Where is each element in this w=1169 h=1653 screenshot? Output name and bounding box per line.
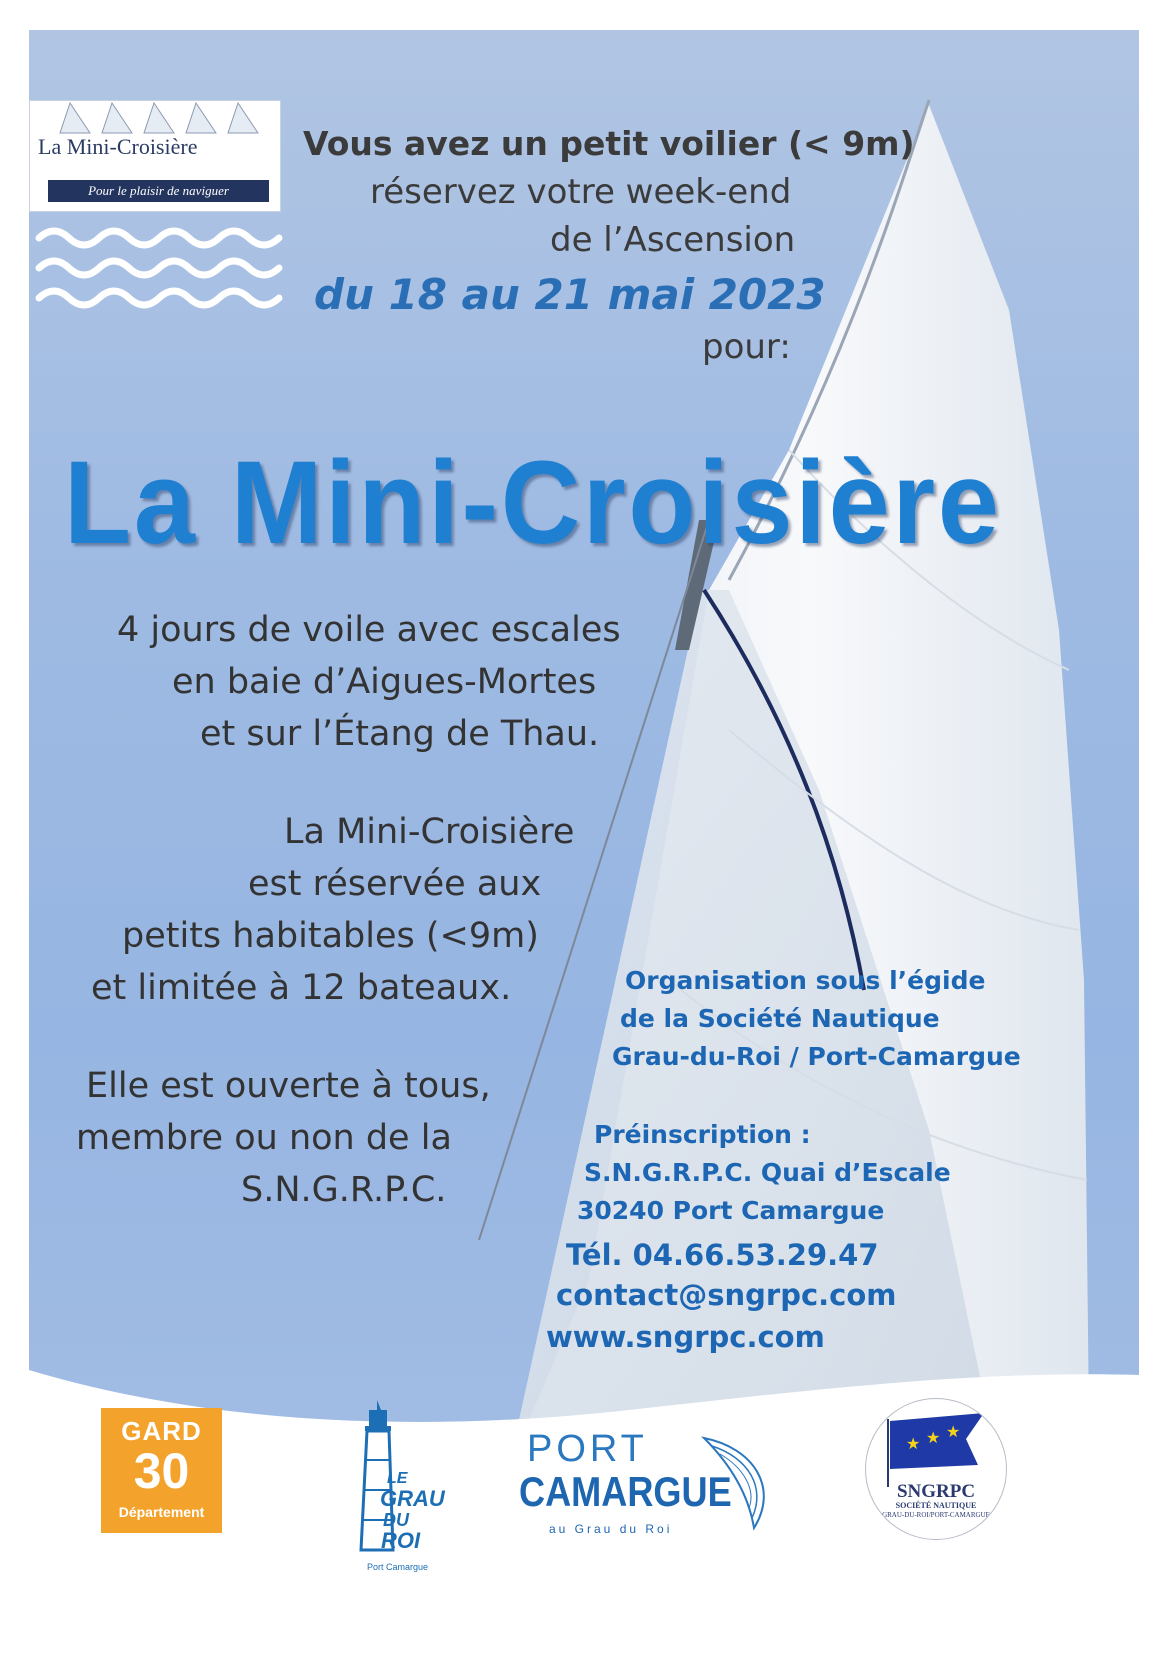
sngrpc-subtitle-2: GRAU-DU-ROI/PORT-CAMARGUE: [882, 1511, 990, 1519]
mini-croisiere-logo: [29, 100, 281, 212]
grau-line-3: DU: [383, 1510, 409, 1530]
body-line: La Mini-Croisière: [284, 812, 575, 852]
poster: [29, 30, 1139, 1630]
body-line: et limitée à 12 bateaux.: [91, 968, 512, 1008]
grau-du-roi-logo: [347, 1400, 445, 1580]
grau-line-4: ROI: [381, 1528, 421, 1553]
sngrpc-logo: [865, 1398, 1007, 1540]
preinscription-label: Préinscription :: [594, 1120, 811, 1149]
body-line: 4 jours de voile avec escales: [117, 610, 621, 650]
body-line: Elle est ouverte à tous,: [86, 1066, 491, 1106]
sngrpc-name: SNGRPC: [896, 1481, 976, 1502]
logo-tagline-band: [48, 180, 269, 202]
intro-line-2: réservez votre week-end: [370, 172, 792, 212]
page-title: La Mini-Croisière: [64, 437, 1002, 569]
intro-line-1: Vous avez un petit voilier (< 9m): [303, 124, 915, 163]
gard-subtitle: Département: [118, 1504, 205, 1520]
svg-text:★: ★: [906, 1434, 921, 1453]
event-dates: du 18 au 21 mai 2023: [314, 270, 826, 319]
body-line: membre ou non de la: [76, 1118, 452, 1158]
email-link[interactable]: contact@sngrpc.com: [556, 1278, 897, 1312]
body-line: petits habitables (<9m): [122, 916, 539, 956]
body-line: et sur l’Étang de Thau.: [200, 714, 600, 754]
intro-line-4: pour:: [702, 327, 791, 367]
grau-subtitle: Port Camargue: [367, 1562, 429, 1572]
organisation-line: Grau-du-Roi / Port-Camargue: [612, 1042, 1021, 1071]
gard-name: GARD: [121, 1416, 202, 1446]
body-line: S.N.G.R.P.C.: [241, 1170, 447, 1210]
port-subtitle: au Grau du Roi: [549, 1522, 673, 1536]
svg-text:★: ★: [946, 1422, 961, 1441]
body-line: en baie d’Aigues-Mortes: [172, 662, 597, 702]
port-camargue-logo: [519, 1428, 779, 1548]
svg-text:★: ★: [926, 1428, 941, 1447]
address-line-2: 30240 Port Camargue: [577, 1196, 885, 1225]
address-line-1: S.N.G.R.P.C. Quai d’Escale: [584, 1158, 951, 1187]
intro-line-3: de l’Ascension: [550, 220, 796, 260]
gard-number: 30: [133, 1443, 190, 1499]
flag-icon: [866, 1399, 1006, 1489]
sngrpc-subtitle-1: SOCIÉTÉ NAUTIQUE: [895, 1501, 977, 1510]
port-word: PORT: [527, 1428, 648, 1470]
organisation-line: Organisation sous l’égide: [625, 966, 986, 995]
logo-tagline: Pour le plaisir de naviguer: [88, 183, 229, 198]
grau-line-1: LE: [387, 1470, 408, 1487]
sail-swoosh-icon: [694, 1428, 784, 1538]
waves-icon: [29, 220, 289, 320]
website-link[interactable]: www.sngrpc.com: [546, 1320, 825, 1354]
phone-number[interactable]: Tél. 04.66.53.29.47: [566, 1238, 879, 1272]
body-line: est réservée aux: [248, 864, 542, 904]
logo-title: La Mini-Croisière: [38, 134, 198, 159]
organisation-line: de la Société Nautique: [620, 1004, 940, 1033]
gard-logo: [101, 1408, 222, 1533]
grau-line-2: GRAU: [380, 1486, 445, 1511]
camargue-word: CAMARGUE: [519, 1468, 732, 1515]
